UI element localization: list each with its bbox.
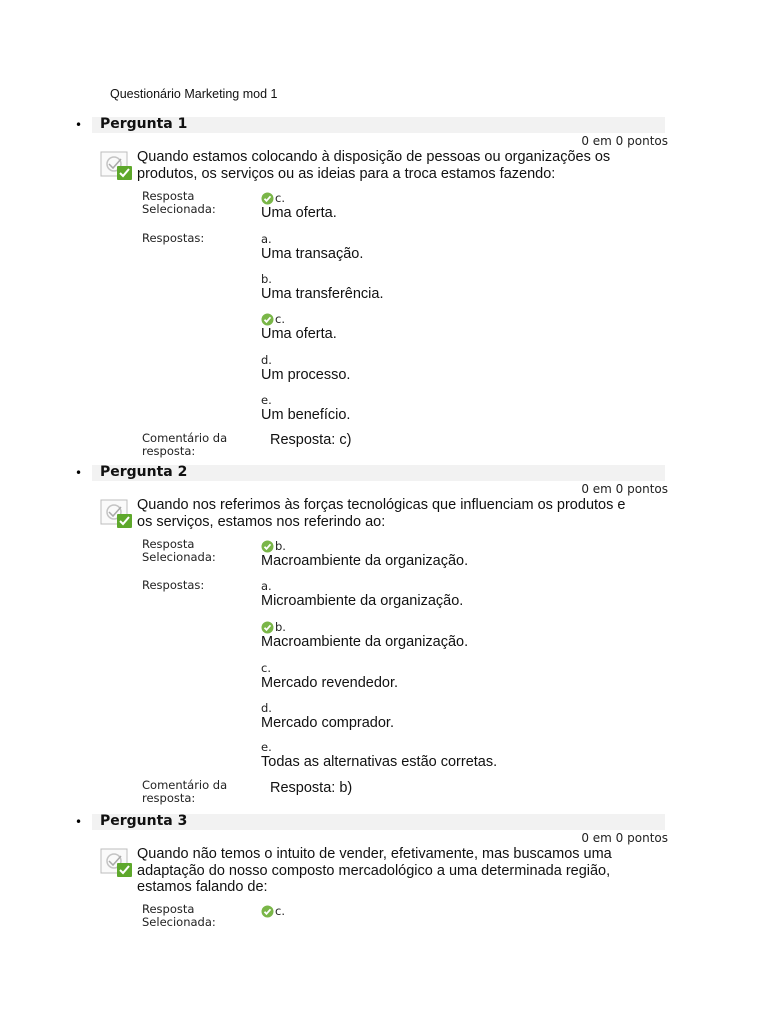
- answer-option-a: a. Microambiente da organização.: [261, 578, 464, 609]
- question-title: Pergunta 1: [100, 116, 188, 132]
- selected-answer: c. Uma oferta.: [261, 190, 337, 221]
- question-text: Quando estamos colocando à disposição de pessoas ou organizações os produtos, os serviços ou as ideias para a troca estamos fazendo:: [137, 149, 611, 182]
- answer-option-a: a. Uma transação.: [261, 231, 364, 262]
- check-icon: [261, 313, 274, 326]
- answers-label: Respostas:: [142, 231, 205, 245]
- answer-option-c: c. Mercado revendedor.: [261, 660, 399, 691]
- answer-option-c: c. Uma oferta.: [261, 311, 337, 342]
- question-text: Quando não temos o intuito de vender, efetivamente, mas buscamos uma adaptação do nosso composto mercadológico a uma determinada região, estamos falando de:: [137, 846, 612, 895]
- correct-answer-icon: [100, 150, 132, 180]
- check-icon: [261, 621, 274, 634]
- bullet-icon: •: [75, 118, 83, 132]
- selected-answer: b. Macroambiente da organização.: [261, 538, 469, 569]
- comment-label: Comentário da resposta:: [142, 778, 228, 805]
- answers-label: Respostas:: [142, 578, 205, 592]
- question-title: Pergunta 3: [100, 813, 188, 829]
- correct-answer-icon: [100, 847, 132, 877]
- document-title: Questionário Marketing mod 1: [110, 87, 278, 101]
- selected-answer-label: Resposta Selecionada:: [142, 902, 216, 929]
- answer-option-d: d. Mercado comprador.: [261, 700, 394, 731]
- check-icon: [261, 192, 274, 205]
- comment-text: Resposta: b): [270, 780, 353, 796]
- bullet-icon: •: [75, 466, 83, 480]
- answer-option-e: e. Todas as alternativas estão corretas.: [261, 739, 498, 770]
- question-points: 0 em 0 pontos: [581, 831, 668, 845]
- question-points: 0 em 0 pontos: [581, 134, 668, 148]
- comment-text: Resposta: c): [270, 432, 352, 448]
- answer-option-b: b. Macroambiente da organização.: [261, 619, 469, 650]
- question-text: Quando nos referimos às forças tecnológicas que influenciam os produtos e os serviços, estamos nos referindo ao:: [137, 497, 626, 530]
- answer-option-e: e. Um benefício.: [261, 392, 351, 423]
- selected-answer-label: Resposta Selecionada:: [142, 189, 216, 216]
- correct-answer-icon: [100, 498, 132, 528]
- answer-option-b: b. Uma transferência.: [261, 271, 384, 302]
- selected-answer-label: Resposta Selecionada:: [142, 537, 216, 564]
- question-title: Pergunta 2: [100, 464, 188, 480]
- comment-label: Comentário da resposta:: [142, 431, 228, 458]
- question-points: 0 em 0 pontos: [581, 482, 668, 496]
- answer-option-d: d. Um processo.: [261, 352, 351, 383]
- check-icon: [261, 905, 274, 918]
- bullet-icon: •: [75, 815, 83, 829]
- check-icon: [261, 540, 274, 553]
- selected-answer: c.: [261, 904, 661, 918]
